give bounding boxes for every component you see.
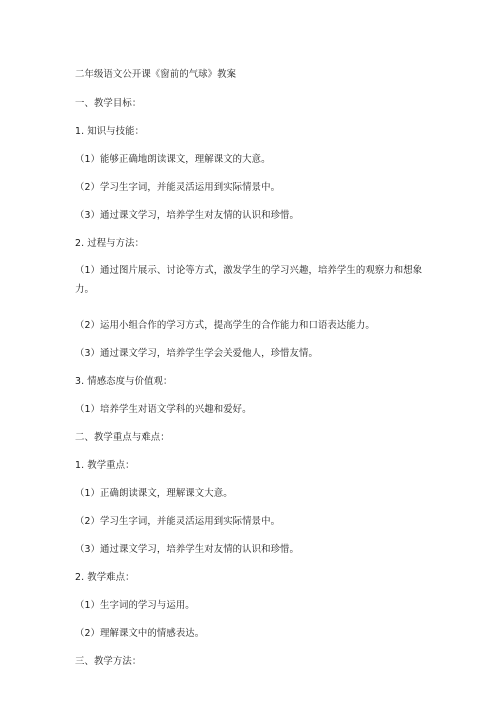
paragraph-line: （2）学习生字词，并能灵活运用到实际情景中。 xyxy=(75,182,281,193)
section-heading: 三、教学方法： xyxy=(75,656,142,667)
subsection-heading: 1. 教学重点： xyxy=(75,460,135,471)
paragraph-line: （1）通过图片展示、讨论等方式，激发学生的学习兴趣，培养学生的观察力和想象力。 xyxy=(75,265,423,295)
paragraph-line: （2）运用小组合作的学习方式，提高学生的合作能力和口语表达能力。 xyxy=(75,320,375,331)
section-heading: 二、教学重点与难点： xyxy=(75,432,170,443)
paragraph-line: （1）正确朗读课文，理解课文大意。 xyxy=(75,488,233,499)
subsection-heading: 2. 过程与方法： xyxy=(75,238,145,249)
paragraph-line: （2）学习生字词，并能灵活运用到实际情景中。 xyxy=(75,516,281,527)
paragraph-line: （1）培养学生对语文学科的兴趣和爱好。 xyxy=(75,404,252,415)
subsection-heading: 3. 情感态度与价值观： xyxy=(75,376,173,387)
paragraph-line: （1）生字词的学习与运用。 xyxy=(75,600,195,611)
section-heading: 一、教学目标： xyxy=(75,98,142,109)
subsection-heading: 2. 教学难点： xyxy=(75,572,135,583)
document-title: 二年级语文公开课《窗前的气球》教案 xyxy=(75,69,237,80)
paragraph-line: （3）通过课文学习，培养学生对友情的认识和珍惜。 xyxy=(75,210,299,221)
paragraph-line: （2）理解课文中的情感表达。 xyxy=(75,628,205,639)
paragraph-line: （3）通过课文学习，培养学生学会关爱他人，珍惜友情。 xyxy=(75,348,318,359)
paragraph-line: （1）能够正确地朗读课文，理解课文的大意。 xyxy=(75,154,271,165)
paragraph-line: （3）通过课文学习，培养学生对友情的认识和珍惜。 xyxy=(75,544,299,555)
subsection-heading: 1. 知识与技能： xyxy=(75,126,145,137)
